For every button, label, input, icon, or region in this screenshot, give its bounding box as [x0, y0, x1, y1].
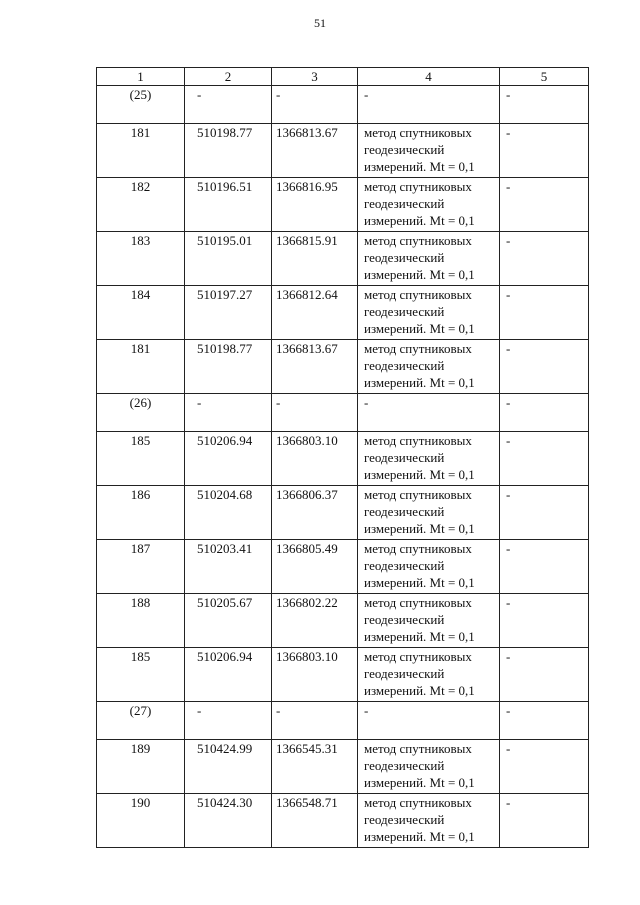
x-coordinate-cell: - — [185, 86, 272, 124]
method-cell: метод спутниковых геодезический измерений. Mt = 0,1 — [358, 540, 500, 594]
column-header: 4 — [358, 68, 500, 86]
table-row — [97, 432, 589, 486]
point-number-cell: 188 — [97, 594, 185, 648]
note-cell: - — [500, 740, 589, 794]
coordinates-table — [96, 67, 589, 848]
x-coordinate-cell: 510424.30 — [185, 794, 272, 848]
y-coordinate-cell: - — [272, 702, 358, 740]
method-cell: метод спутниковых геодезический измерений. Mt = 0,1 — [358, 178, 500, 232]
y-coordinate-cell: 1366815.91 — [272, 232, 358, 286]
point-number-cell: 182 — [97, 178, 185, 232]
note-cell: - — [500, 702, 589, 740]
table-header-row — [97, 68, 589, 86]
column-header: 5 — [500, 68, 589, 86]
table-row — [97, 648, 589, 702]
note-cell: - — [500, 124, 589, 178]
point-number-cell: 189 — [97, 740, 185, 794]
column-header: 1 — [97, 68, 185, 86]
y-coordinate-cell: 1366813.67 — [272, 340, 358, 394]
y-coordinate-cell: 1366813.67 — [272, 124, 358, 178]
x-coordinate-cell: 510204.68 — [185, 486, 272, 540]
x-coordinate-cell: 510196.51 — [185, 178, 272, 232]
y-coordinate-cell: 1366812.64 — [272, 286, 358, 340]
note-cell: - — [500, 86, 589, 124]
y-coordinate-cell: 1366806.37 — [272, 486, 358, 540]
method-cell: метод спутниковых геодезический измерений. Mt = 0,1 — [358, 740, 500, 794]
table-row — [97, 232, 589, 286]
note-cell: - — [500, 178, 589, 232]
y-coordinate-cell: - — [272, 394, 358, 432]
table-row — [97, 286, 589, 340]
table-body — [97, 86, 589, 848]
y-coordinate-cell: 1366803.10 — [272, 648, 358, 702]
method-cell: метод спутниковых геодезический измерений. Mt = 0,1 — [358, 432, 500, 486]
x-coordinate-cell: 510198.77 — [185, 124, 272, 178]
x-coordinate-cell: 510205.67 — [185, 594, 272, 648]
method-cell: метод спутниковых геодезический измерений. Mt = 0,1 — [358, 794, 500, 848]
table-row — [97, 540, 589, 594]
point-number-cell: 181 — [97, 340, 185, 394]
page-number: 51 — [314, 16, 326, 30]
method-cell: метод спутниковых геодезический измерений. Mt = 0,1 — [358, 648, 500, 702]
point-number-cell: 186 — [97, 486, 185, 540]
note-cell: - — [500, 486, 589, 540]
x-coordinate-cell: 510206.94 — [185, 432, 272, 486]
method-cell: метод спутниковых геодезический измерений. Mt = 0,1 — [358, 340, 500, 394]
table-row — [97, 794, 589, 848]
y-coordinate-cell: 1366548.71 — [272, 794, 358, 848]
method-cell: метод спутниковых геодезический измерений. Mt = 0,1 — [358, 232, 500, 286]
section-row — [97, 394, 589, 432]
x-coordinate-cell: 510195.01 — [185, 232, 272, 286]
table-row — [97, 340, 589, 394]
note-cell: - — [500, 394, 589, 432]
note-cell: - — [500, 286, 589, 340]
method-cell: - — [358, 394, 500, 432]
column-header: 3 — [272, 68, 358, 86]
point-number-cell: 183 — [97, 232, 185, 286]
point-number-cell: (27) — [97, 702, 185, 740]
x-coordinate-cell: 510198.77 — [185, 340, 272, 394]
point-number-cell: 184 — [97, 286, 185, 340]
note-cell: - — [500, 540, 589, 594]
method-cell: - — [358, 702, 500, 740]
x-coordinate-cell: 510197.27 — [185, 286, 272, 340]
table-row — [97, 486, 589, 540]
x-coordinate-cell: 510206.94 — [185, 648, 272, 702]
y-coordinate-cell: 1366545.31 — [272, 740, 358, 794]
x-coordinate-cell: 510424.99 — [185, 740, 272, 794]
y-coordinate-cell: 1366802.22 — [272, 594, 358, 648]
note-cell: - — [500, 594, 589, 648]
table-row — [97, 594, 589, 648]
y-coordinate-cell: 1366805.49 — [272, 540, 358, 594]
note-cell: - — [500, 340, 589, 394]
method-cell: метод спутниковых геодезический измерений. Mt = 0,1 — [358, 286, 500, 340]
x-coordinate-cell: 510203.41 — [185, 540, 272, 594]
method-cell: - — [358, 86, 500, 124]
method-cell: метод спутниковых геодезический измерений. Mt = 0,1 — [358, 594, 500, 648]
point-number-cell: 187 — [97, 540, 185, 594]
y-coordinate-cell: 1366803.10 — [272, 432, 358, 486]
x-coordinate-cell: - — [185, 394, 272, 432]
y-coordinate-cell: - — [272, 86, 358, 124]
note-cell: - — [500, 794, 589, 848]
table-row — [97, 124, 589, 178]
note-cell: - — [500, 648, 589, 702]
table-row — [97, 178, 589, 232]
section-row — [97, 702, 589, 740]
point-number-cell: 185 — [97, 432, 185, 486]
point-number-cell: (26) — [97, 394, 185, 432]
column-header: 2 — [185, 68, 272, 86]
method-cell: метод спутниковых геодезический измерений. Mt = 0,1 — [358, 486, 500, 540]
point-number-cell: (25) — [97, 86, 185, 124]
note-cell: - — [500, 232, 589, 286]
method-cell: метод спутниковых геодезический измерений. Mt = 0,1 — [358, 124, 500, 178]
section-row — [97, 86, 589, 124]
point-number-cell: 190 — [97, 794, 185, 848]
x-coordinate-cell: - — [185, 702, 272, 740]
table-row — [97, 740, 589, 794]
point-number-cell: 185 — [97, 648, 185, 702]
point-number-cell: 181 — [97, 124, 185, 178]
y-coordinate-cell: 1366816.95 — [272, 178, 358, 232]
note-cell: - — [500, 432, 589, 486]
